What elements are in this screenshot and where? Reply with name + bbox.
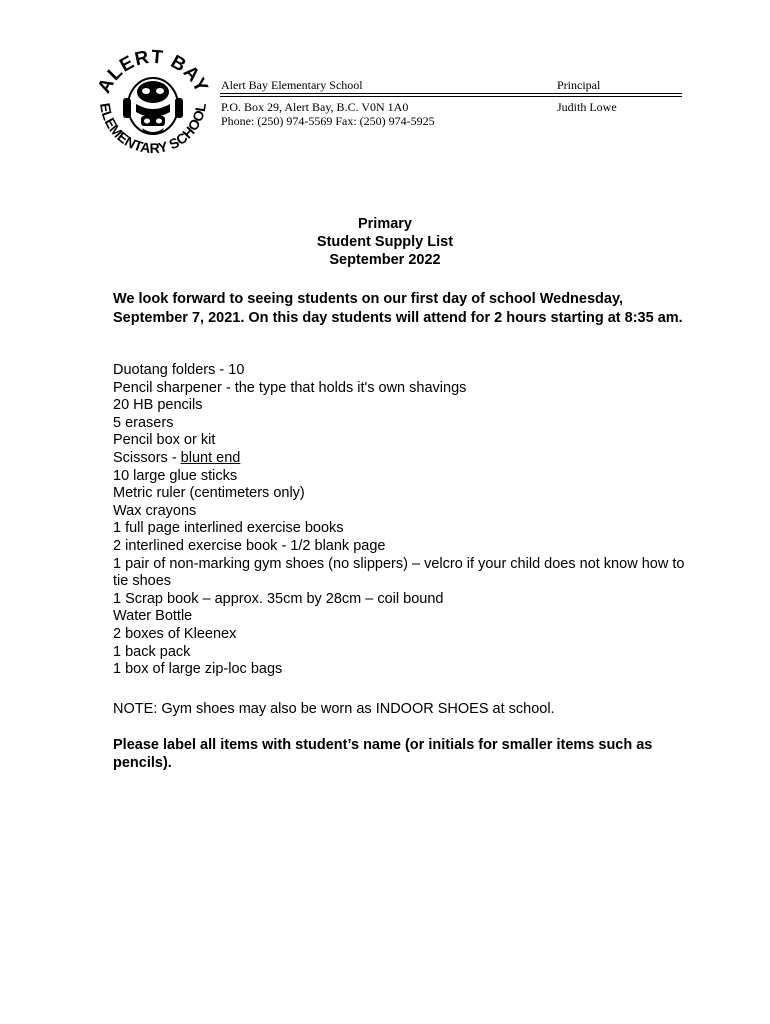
list-item: Duotang folders - 10 xyxy=(113,362,245,378)
letterhead-rule-bottom xyxy=(220,96,682,97)
scissors-label: Scissors - xyxy=(113,449,181,466)
list-item: 1 box of large zip-loc bags xyxy=(113,661,283,678)
title-line-2: Student Supply List xyxy=(316,234,454,250)
principal-name: Judith Lowe xyxy=(557,100,617,114)
list-item: 10 large glue sticks xyxy=(113,467,238,484)
blunt-end-underlined: blunt end xyxy=(180,449,241,466)
list-item: 1 Scrap book – approx. 35cm by 28cm – coil bound xyxy=(113,590,444,607)
list-item: 2 boxes of Kleenex xyxy=(113,625,237,642)
list-item: Pencil box or kit xyxy=(113,432,216,449)
list-item: 2 interlined exercise book - 1/2 blank page xyxy=(113,537,386,554)
school-phone-fax: Phone: (250) 974-5569 Fax: (250) 974-5925 xyxy=(221,114,435,128)
title-line-3: September 2022 xyxy=(329,252,441,268)
label-instruction: Please label all items with student’s name (or initials for smaller items such as pencils). xyxy=(113,737,653,771)
list-item: Pencil sharpener - the type that holds it's own shavings xyxy=(113,379,467,396)
school-name: Alert Bay Elementary School xyxy=(221,78,363,92)
intro-paragraph: We look forward to seeing students on our first day of school Wednesday, September 7, 2021. On this day students will attend for 2 hours starting at 8:35 am. xyxy=(113,291,683,326)
list-item: 1 back pack xyxy=(113,643,191,660)
supply-list xyxy=(113,362,693,679)
list-item: Wax crayons xyxy=(113,502,197,519)
title-line-1: Primary xyxy=(357,216,412,232)
list-item xyxy=(113,450,693,468)
svg-text:ALERT BAY: ALERT BAY xyxy=(93,46,213,97)
gym-shoes-note: NOTE: Gym shoes may also be worn as INDOOR SHOES at school. xyxy=(113,701,555,717)
list-item: 20 HB pencils xyxy=(113,397,203,414)
list-item: 1 pair of non-marking gym shoes (no slippers) – velcro if your child does not know how to tie shoes xyxy=(113,555,685,590)
school-address: P.O. Box 29, Alert Bay, B.C. V0N 1A0 xyxy=(221,100,409,114)
totem-emblem xyxy=(123,78,183,135)
list-item: 5 erasers xyxy=(113,414,174,431)
list-item: Water Bottle xyxy=(113,608,193,625)
letterhead-rule-top xyxy=(220,93,682,94)
principal-title: Principal xyxy=(557,78,601,92)
list-item: Metric ruler (centimeters only) xyxy=(113,485,305,502)
school-logo xyxy=(92,44,214,172)
list-item: 1 full page interlined exercise books xyxy=(113,520,344,537)
svg-text:ELEMENTARY SCHOOL: ELEMENTARY SCHOOL xyxy=(96,101,209,157)
